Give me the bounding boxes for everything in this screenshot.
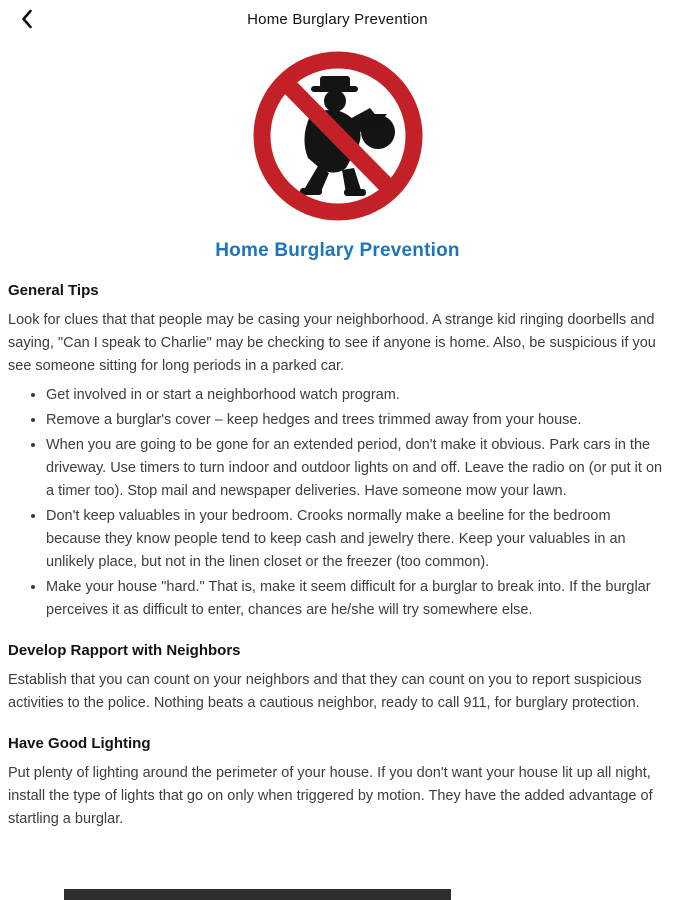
list-item: • Remove a burglar's cover – keep hedges and trees trimmed away from your house. [46,409,667,432]
list-item: • Don't keep valuables in your bedroom. Crooks normally make a beeline for the bedroom because they know people tend to keep cash and jewelry there. Keep your valuables in an unlikely place, but not in the linen closet or the freezer (too common). [46,505,667,574]
back-button[interactable] [12,4,41,34]
chevron-left-icon [20,9,33,29]
rapport-paragraph: Establish that you can count on your neighbors and that they can count on you to report suspicious activities to the police. Nothing beats a cautious neighbor, ready to call 911, for burglary protection. [8,672,642,711]
no-burglar-icon [248,46,428,226]
general-tips-intro: Look for clues that that people may be casing your neighborhood. A strange kid ringing doorbells and saying, "Can I speak to Charlie" may be checking to see if anyone is home. Also, be suspicious if you see someone sitting for long periods in a parked car. [8,312,656,374]
top-bar [0,0,675,38]
section-heading-general-tips: General Tips [8,282,99,299]
list-item: • When you are going to be gone for an extended period, don't make it obvious. Park cars in the driveway. Use timers to turn indoor and outdoor lights on and off. Leave the radio on (or put it on a timer too). Stop mail and newspaper deliveries. Have someone mow your lawn. [46,434,667,503]
section-heading-lighting: Have Good Lighting [8,735,151,752]
section-heading-rapport: Develop Rapport with Neighbors [8,642,241,659]
list-item: • Get involved in or start a neighborhood watch program. [46,384,667,407]
article-content [0,282,675,831]
list-item: • Make your house "hard." That is, make it seem difficult for a burglar to break into. If the burglar perceives it as difficult to enter, chances are he/she will try somewhere else. [46,576,667,622]
lighting-paragraph: Put plenty of lighting around the perimeter of your house. If you don't want your house lit up all night, install the type of lights that go on only when triggered by motion. They have the added advantage of startling a burglar. [8,765,653,827]
bottom-scroll-indicator[interactable] [64,889,451,900]
tips-list [8,384,667,622]
page-title: Home Burglary Prevention [247,10,428,28]
article-title: Home Burglary Prevention [215,240,460,261]
hero-image [0,46,675,226]
